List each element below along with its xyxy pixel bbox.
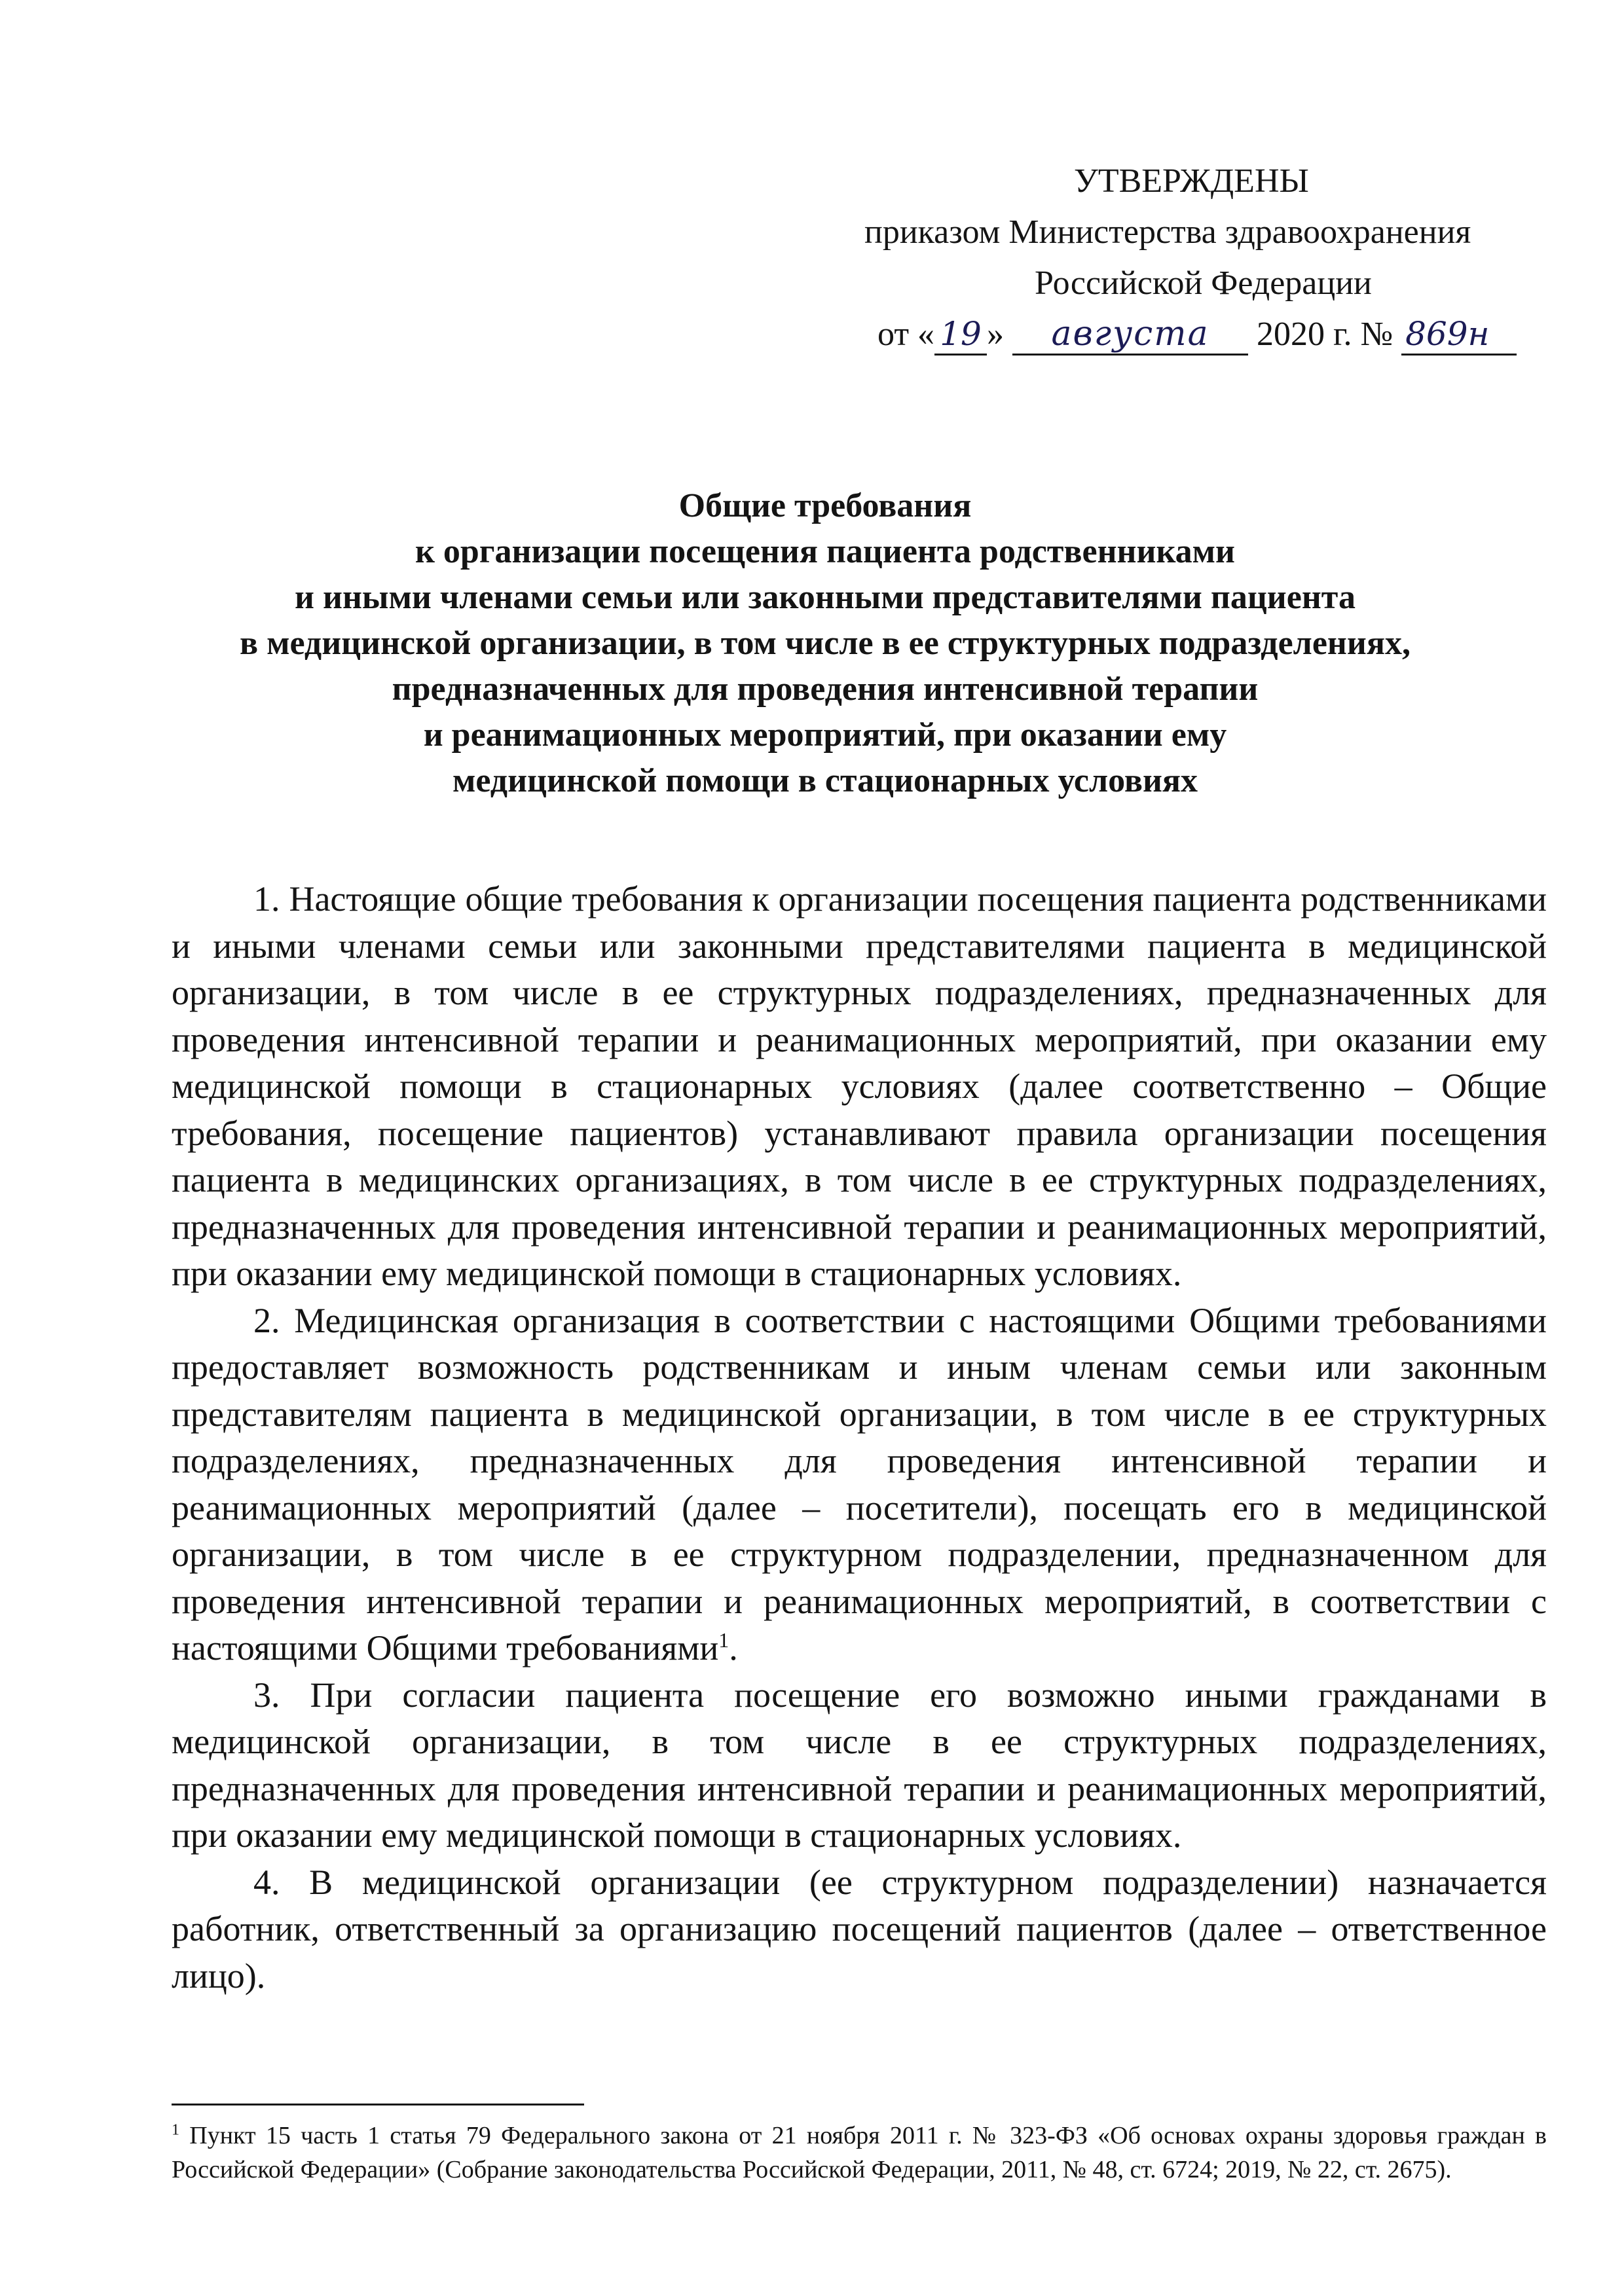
footnote-text: Пункт 15 часть 1 статья 79 Федерального закона от 21 ноября 2011 г. № 323-ФЗ «Об основах охраны здоровья граждан в Российской Федерации» (Собрание законодательства Российской Федерации, 2011, № 48, ст. 6724; 2019, № 22, ст. 2675). (172, 2122, 1547, 2183)
approval-country-line: Российской Федерации (1035, 264, 1372, 302)
footnote-reference: 1 (718, 1628, 729, 1652)
paragraph-2-text: 2. Медицинская организация в соответствии с настоящими Общими требованиями предоставляет возможность родственникам и иным членам семьи или законным представителям пациента в медицинской организации, в том числе в ее структурных подразделениях, предназначенных для проведения интенсивной терапии и реанимационных мероприятий (далее – посетители), посещать его в медицинской организации, в том числе в ее структурном подразделении, предназначенном для проведения интенсивной терапии и реанимационных мероприятий, в соответствии с настоящими Общими требованиями (172, 1300, 1547, 1667)
title-line: к организации посещения пациента родственниками (415, 533, 1236, 570)
approval-date-line (845, 309, 1565, 360)
paragraph-4: 4. В медицинской организации (ее структурном подразделении) назначается работник, ответственный за организацию посещений пациентов (далее – ответственное лицо). (172, 1862, 1547, 1995)
title-line: и реанимационных мероприятий, при оказании ему (423, 716, 1227, 754)
approval-order-line: приказом Министерства здравоохранения (864, 213, 1471, 251)
handwritten-month: августа (1012, 314, 1248, 355)
handwritten-order-number: 869н (1401, 314, 1517, 355)
paragraph-2 (172, 1298, 1547, 1672)
paragraph-1: 1. Настоящие общие требования к организации посещения пациента родственниками и иными членами семьи или законными представителями пациента в медицинской организации, в том числе в ее структурных подразделениях, предназначенных для проведения интенсивной терапии и реанимационных мероприятий, при оказании ему медицинской помощи в стационарных условиях (далее соответственно – Общие требования, посещение пациентов) устанавливают правила организации посещения пациента в медицинских организациях, в том числе в ее структурных подразделениях, предназначенных для проведения интенсивной терапии и реанимационных мероприятий, при оказании ему медицинской помощи в стационарных условиях. (172, 879, 1547, 1293)
title-line: Общие требования (678, 487, 972, 524)
approval-heading: УТВЕРЖДЕНЫ (1074, 162, 1309, 200)
title-line: в медицинской организации, в том числе в ее структурных подразделениях, (240, 625, 1411, 662)
title-line: медицинской помощи в стационарных условиях (452, 762, 1198, 799)
handwritten-day: 19 (934, 314, 987, 355)
title-line: предназначенных для проведения интенсивной терапии (392, 670, 1259, 708)
date-prefix: от « (877, 316, 935, 353)
date-year: 2020 г. № (1257, 316, 1393, 353)
paragraph-2-end: . (729, 1628, 738, 1667)
footnote-marker: 1 (172, 2121, 179, 2139)
date-mid: » (987, 316, 1005, 353)
paragraph-3: 3. При согласии пациента посещение его возможно иными гражданами в медицинской организации, в том числе в ее структурных подразделениях, предназначенных для проведения интенсивной терапии и реанимационных мероприятий, при оказании ему медицинской помощи в стационарных условиях. (172, 1675, 1547, 1855)
footnote (172, 2119, 1547, 2187)
document-body (172, 876, 1547, 1999)
approval-block (845, 156, 1565, 360)
title-line: и иными членами семьи или законными представителями пациента (295, 579, 1356, 616)
footnote-divider (172, 2104, 584, 2105)
document-title (144, 483, 1506, 804)
